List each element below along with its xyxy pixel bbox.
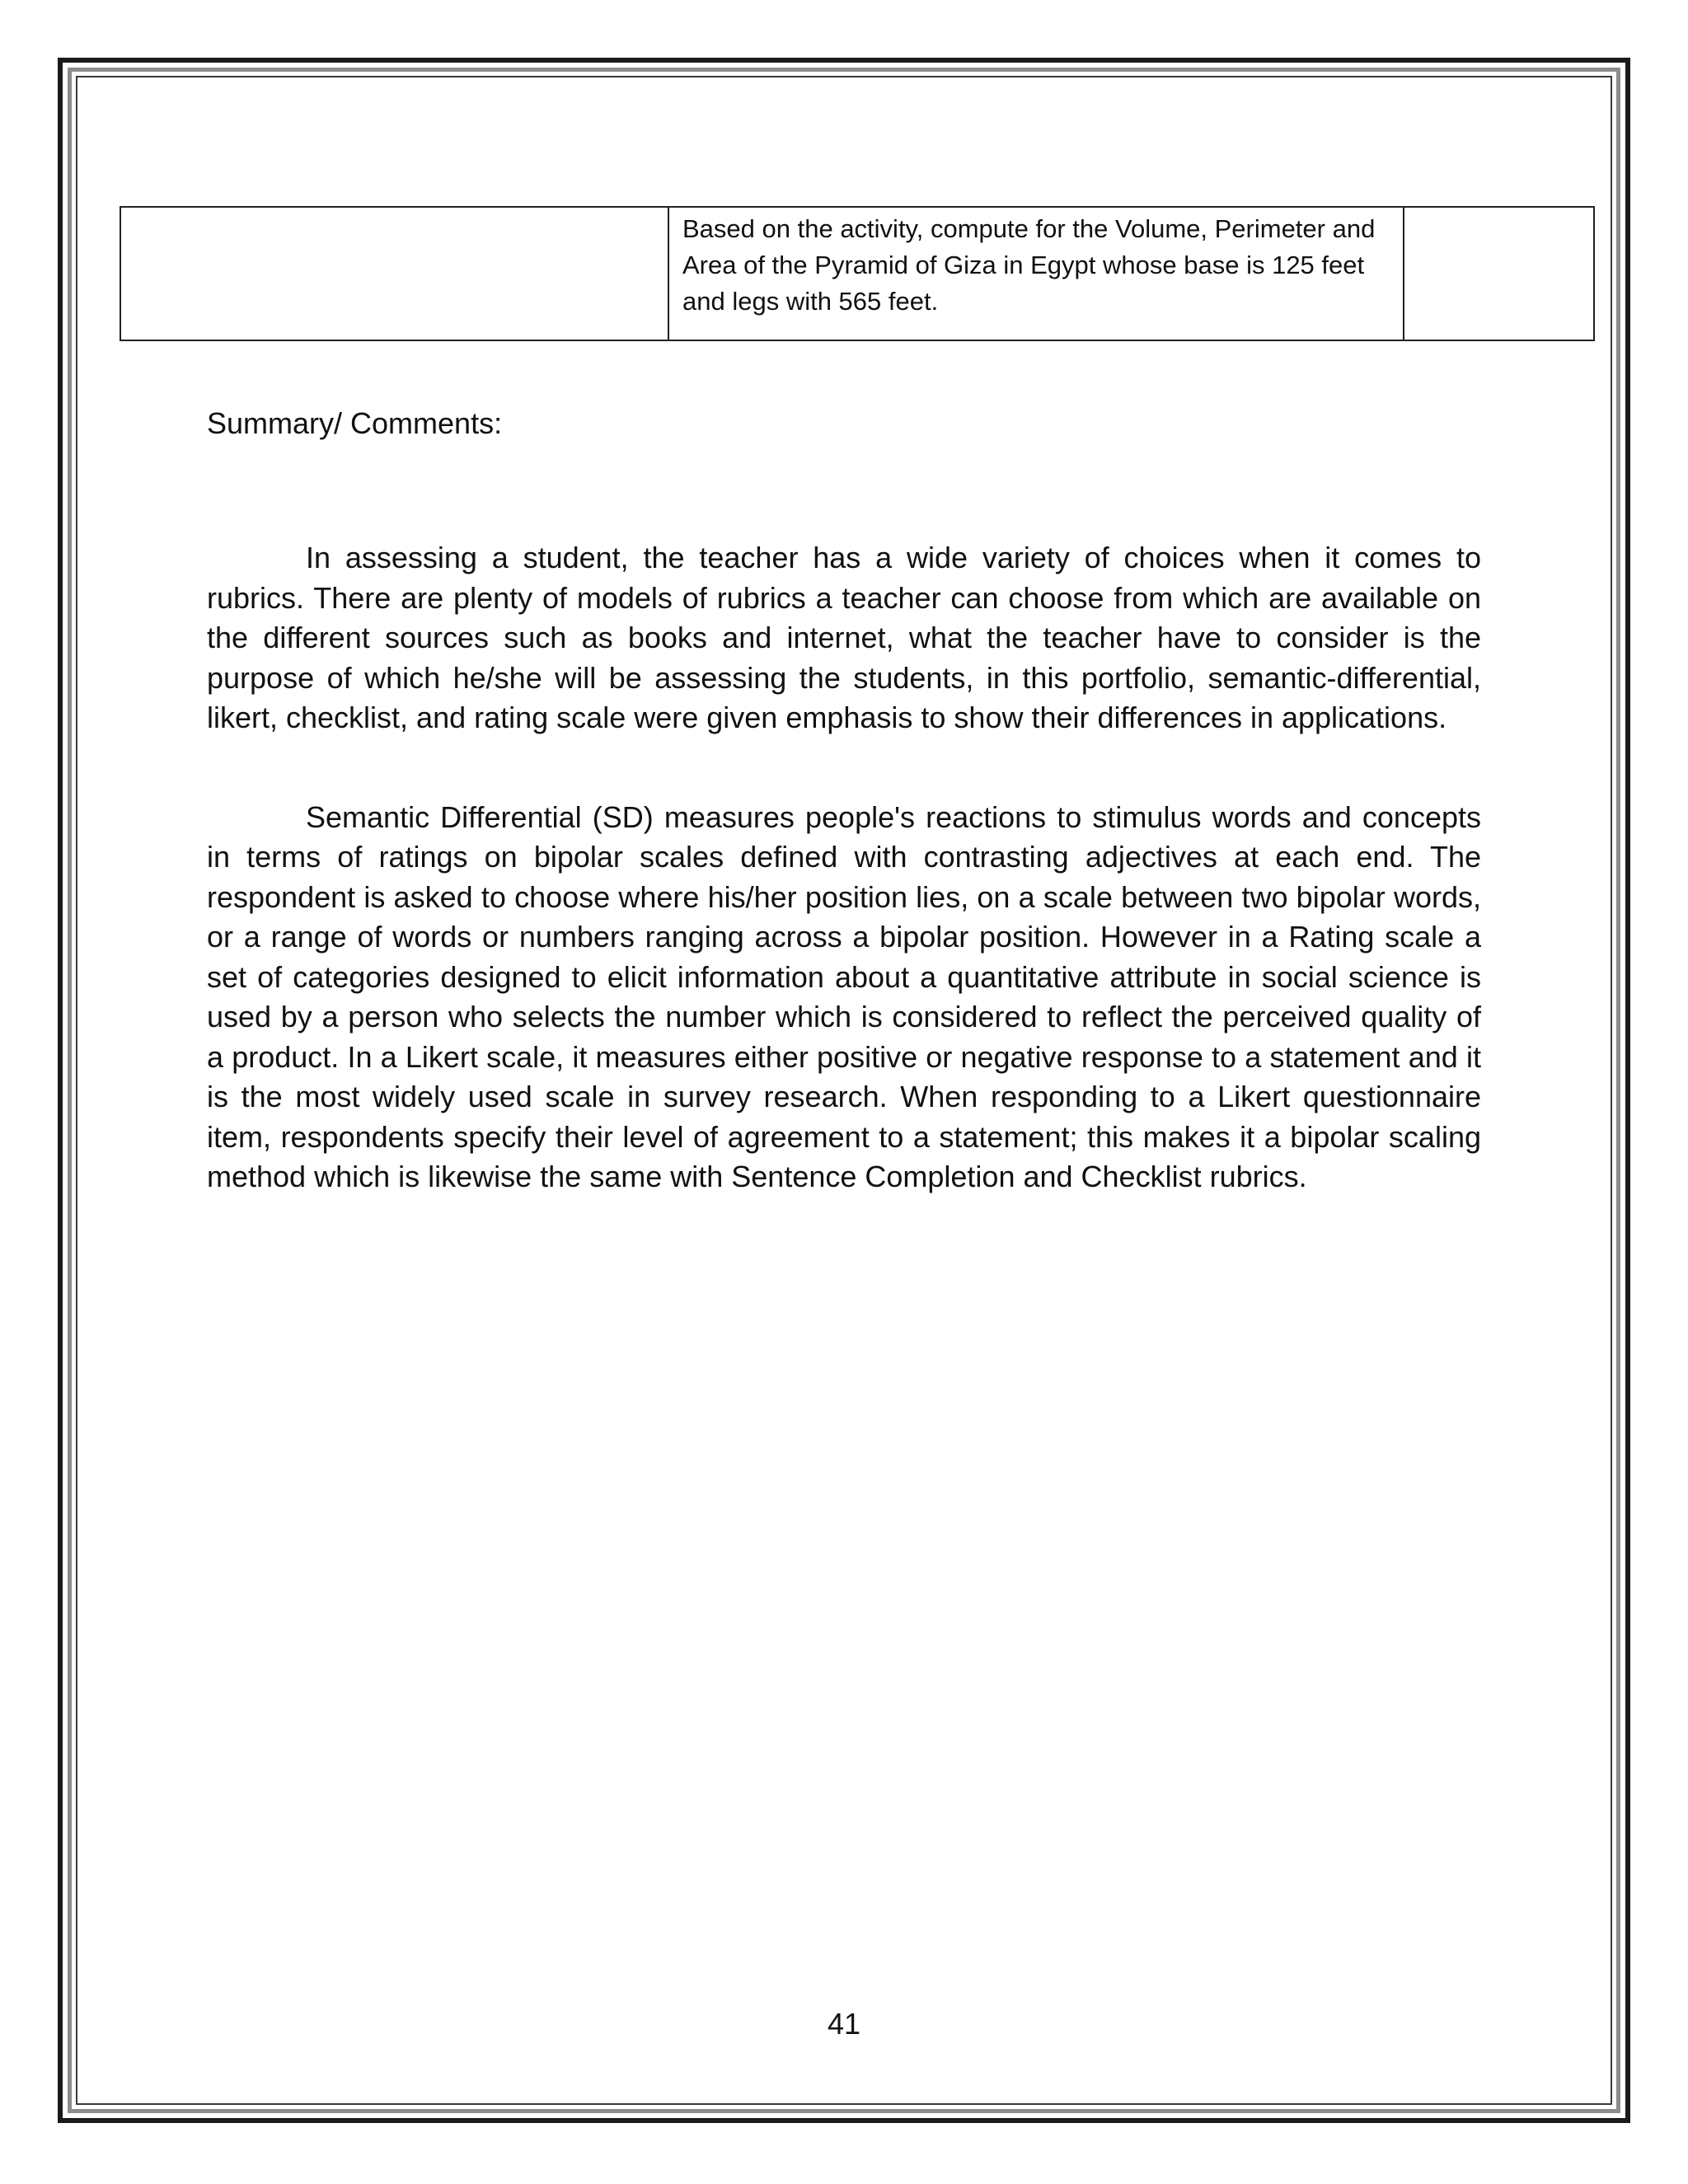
task-table: [120, 206, 1595, 341]
table-cell-criteria: [120, 207, 668, 340]
table-cell-task: [668, 207, 1404, 340]
table-cell-score-text: [1404, 208, 1593, 211]
table-cell-criteria-text: [121, 208, 668, 211]
summary-heading: Summary/ Comments:: [207, 406, 503, 440]
table-row: [120, 207, 1594, 340]
table-cell-task-text: Based on the activity, compute for the Volume, Perimeter and Area of the Pyramid of Giza in Egypt whose base is 125 feet and legs with 565 feet.: [682, 214, 1376, 316]
summary-section: [207, 404, 1481, 1197]
page-number: 41: [827, 2007, 861, 2041]
summary-paragraph: In assessing a student, the teacher has a wide variety of choices when it comes to rubrics. There are plenty of models of rubrics a teacher can choose from which are available on the different sources such as books and internet, what the teacher have to consider is the purpose of which he/she will be assessing the students, in this portfolio, semantic-differential, likert, checklist, and rating scale were given emphasis to show their differences in applications.: [207, 541, 1481, 734]
summary-paragraph: Semantic Differential (SD) measures people's reactions to stimulus words and concepts in terms of ratings on bipolar scales defined with contrasting adjectives at each end. The respondent is asked to choose where his/her position lies, on a scale between two bipolar words, or a range of words or numbers ranging across a bipolar position. However in a Rating scale a set of categories designed to elicit information about a quantitative attribute in social science is used by a person who selects the number which is considered to reflect the perceived quality of a product. In a Likert scale, it measures either positive or negative response to a statement and it is the most widely used scale in survey research. When responding to a Likert questionnaire item, respondents specify their level of agreement to a statement; this makes it a bipolar scaling method which is likewise the same with Sentence Completion and Checklist rubrics.: [207, 799, 1481, 1193]
table-cell-score: [1404, 207, 1594, 340]
